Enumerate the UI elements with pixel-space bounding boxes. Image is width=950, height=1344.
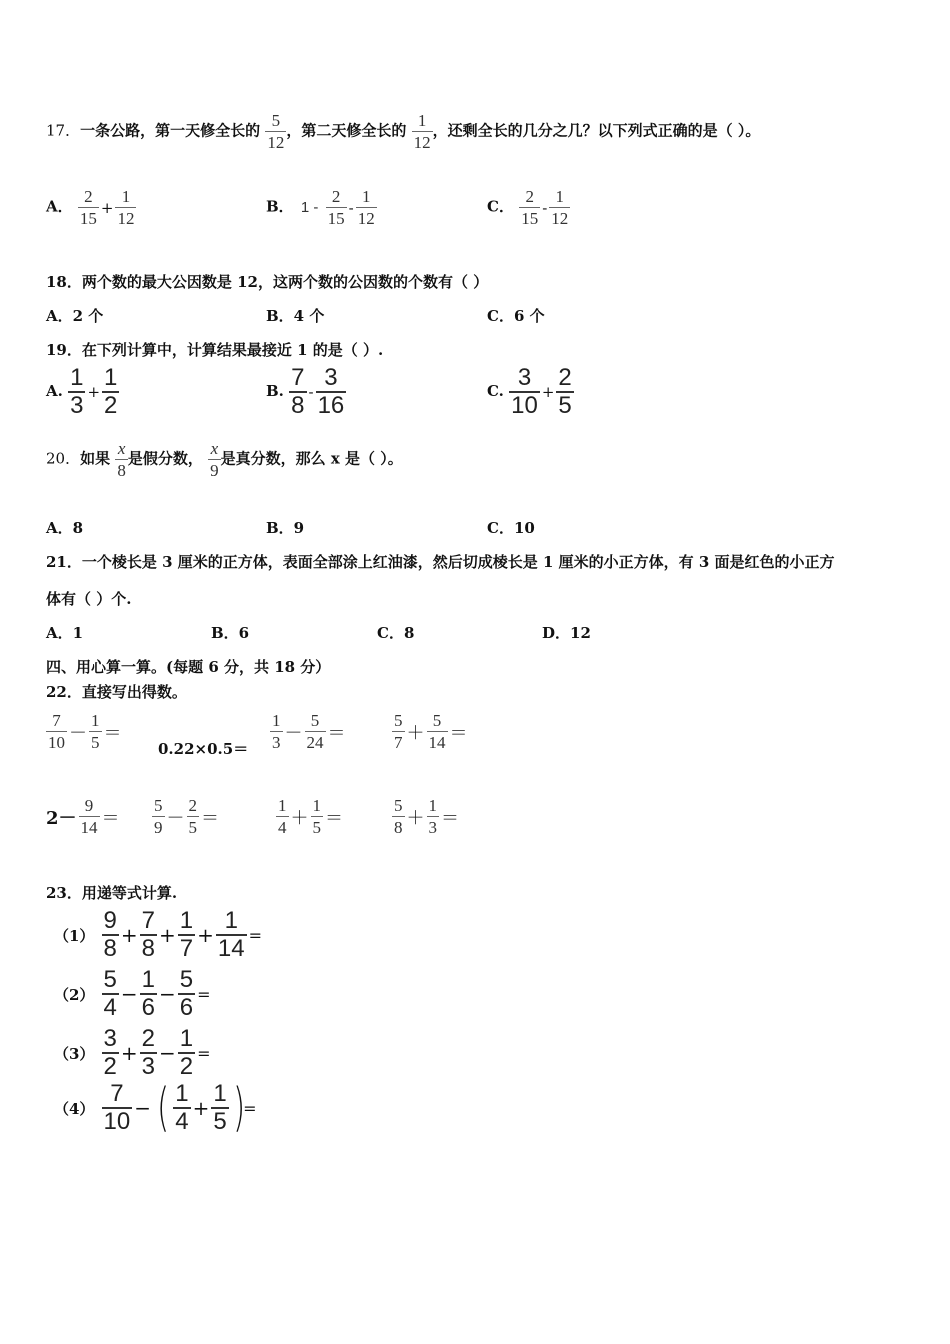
fraction xyxy=(140,1027,157,1079)
option-b[interactable]: B．4 个 xyxy=(266,307,325,325)
option-b[interactable] xyxy=(266,188,377,227)
numerator: 5 xyxy=(305,712,326,732)
denominator: 24 xyxy=(306,733,324,752)
question-20 xyxy=(46,440,403,479)
numerator: 2 xyxy=(326,188,347,208)
numerator: 7 xyxy=(141,907,156,934)
denominator: 10 xyxy=(511,392,538,419)
fraction xyxy=(178,968,195,1020)
option-c[interactable]: C．6 个 xyxy=(487,307,545,325)
operator: + xyxy=(197,923,214,947)
denominator: 15 xyxy=(327,209,345,228)
denominator: 15 xyxy=(521,209,539,228)
denominator: 5 xyxy=(558,392,572,419)
option-a[interactable]: A．8 xyxy=(46,519,84,537)
calc-item xyxy=(270,712,348,751)
option-a[interactable] xyxy=(46,188,136,227)
operator: + xyxy=(120,1041,138,1065)
question-text: 是假分数， xyxy=(127,449,203,468)
fraction xyxy=(173,1082,190,1134)
denominator: 3 xyxy=(70,392,84,419)
operator: ＋ xyxy=(290,807,309,829)
fraction xyxy=(152,797,165,836)
question-text: 如果 xyxy=(80,449,111,468)
numerator: 5 xyxy=(394,796,403,815)
denominator: 10 xyxy=(103,1108,131,1135)
question-number: 20． xyxy=(46,449,81,468)
operator: − xyxy=(134,1096,151,1120)
denominator: 12 xyxy=(267,133,285,152)
denominator: 5 xyxy=(91,733,100,752)
numerator: 1 xyxy=(356,188,377,208)
fraction xyxy=(68,366,85,418)
equals: ＝ xyxy=(103,722,122,744)
fraction xyxy=(102,366,119,418)
fraction xyxy=(427,797,440,836)
numerator: 3 xyxy=(316,366,347,393)
equals: ＝ xyxy=(441,807,459,829)
option-label: B. xyxy=(266,382,284,400)
denominator: 14 xyxy=(80,818,98,837)
option-b[interactable] xyxy=(266,366,346,418)
numerator: 2 xyxy=(78,188,99,208)
fraction xyxy=(208,440,221,479)
operator: + xyxy=(541,383,555,401)
question-19: 19．在下列计算中，计算结果最接近 1 的是（ ）. xyxy=(46,341,384,359)
numerator: 1 xyxy=(104,364,118,391)
numerator: x xyxy=(208,440,221,460)
fraction xyxy=(276,797,289,836)
numerator: 2 xyxy=(558,364,572,391)
numerator: 1 xyxy=(412,112,433,132)
fraction xyxy=(427,712,448,751)
prefix: 1 - xyxy=(300,199,319,216)
equals: = xyxy=(243,1098,257,1118)
close-parenthesis: ) xyxy=(232,1078,246,1138)
denominator: 8 xyxy=(291,392,305,419)
denominator: 8 xyxy=(394,818,403,837)
numerator: 5 xyxy=(427,712,448,732)
numerator: 1 xyxy=(179,1025,194,1052)
fraction xyxy=(178,909,195,961)
calc-item-1 xyxy=(52,909,264,961)
numerator: 2 xyxy=(141,1025,156,1052)
fraction xyxy=(178,1027,195,1079)
denominator: 5 xyxy=(188,818,197,837)
denominator: 2 xyxy=(179,1053,194,1080)
operator: + xyxy=(87,383,101,401)
numerator: 1 xyxy=(272,711,281,730)
fraction xyxy=(556,366,573,418)
numerator: 1 xyxy=(115,188,136,208)
denominator: 9 xyxy=(154,818,163,837)
option-a[interactable]: A．2 个 xyxy=(46,307,104,325)
option-label: B． xyxy=(266,197,294,216)
denominator: 5 xyxy=(312,818,321,837)
calc-item-2 xyxy=(52,968,213,1020)
operator: - xyxy=(308,383,314,401)
denominator: 16 xyxy=(317,392,345,419)
operator: + xyxy=(192,1096,210,1120)
numerator: 1 xyxy=(91,711,100,730)
operator: - xyxy=(542,198,548,217)
fraction xyxy=(509,366,540,418)
numerator: 1 xyxy=(428,796,437,815)
fraction xyxy=(140,909,157,961)
fraction xyxy=(216,909,247,961)
numerator: 5 xyxy=(103,966,117,993)
equals: ＝ xyxy=(325,807,343,829)
operator: － xyxy=(166,807,185,829)
operator: − xyxy=(159,982,176,1006)
denominator: 12 xyxy=(551,209,569,228)
fraction xyxy=(326,188,347,227)
option-c[interactable] xyxy=(487,188,570,227)
numerator: x xyxy=(115,440,128,460)
operator: － xyxy=(284,722,303,744)
option-label: A． xyxy=(46,197,73,216)
option-d[interactable]: D．12 xyxy=(542,624,591,642)
denominator: 9 xyxy=(210,461,219,480)
operator: － xyxy=(69,722,87,744)
calc-item xyxy=(46,712,124,751)
denominator: 12 xyxy=(413,133,431,152)
numerator: 1 xyxy=(179,907,194,934)
question-number: 17． xyxy=(46,121,81,140)
numerator: 5 xyxy=(394,711,403,730)
fraction xyxy=(519,188,540,227)
fraction xyxy=(187,797,200,836)
option-label: A. xyxy=(46,382,63,400)
option-label: C. xyxy=(487,382,504,400)
calc-item xyxy=(152,797,221,836)
numerator: 1 xyxy=(549,188,570,208)
numerator: 5 xyxy=(179,966,194,993)
denominator: 15 xyxy=(79,209,97,228)
denominator: 6 xyxy=(141,994,156,1021)
calc-item xyxy=(392,797,461,836)
numerator: 1 xyxy=(312,796,321,815)
denominator: 8 xyxy=(141,935,156,962)
section-heading: 四、用心算一算。(每题 6 分，共 18 分） xyxy=(46,658,331,676)
numerator: 1 xyxy=(216,909,247,936)
fraction xyxy=(265,112,286,151)
fraction xyxy=(102,1027,119,1079)
equals: = xyxy=(197,984,211,1004)
operator: + xyxy=(120,923,138,947)
denominator: 2 xyxy=(103,1053,117,1080)
denominator: 12 xyxy=(117,209,135,228)
operator: − xyxy=(120,982,138,1006)
denominator: 2 xyxy=(104,392,118,419)
denominator: 4 xyxy=(103,994,117,1021)
numerator: 3 xyxy=(509,366,540,393)
equals: ＝ xyxy=(327,722,346,744)
question-21-line1: 21．一个棱长是 3 厘米的正方体，表面全部涂上红油漆，然后切成棱长是 1 厘米的小正方体，有 3 面是红色的小正方 xyxy=(46,553,835,571)
denominator: 14 xyxy=(428,733,446,752)
calc-item xyxy=(392,712,470,751)
denominator: 3 xyxy=(428,818,437,837)
numerator: 2 xyxy=(188,796,197,815)
calc-item-4 xyxy=(52,1078,258,1138)
fraction xyxy=(115,188,136,227)
numerator: 1 xyxy=(70,364,84,391)
denominator: 7 xyxy=(394,733,403,752)
numerator: 1 xyxy=(141,966,156,993)
option-c[interactable]: C．8 xyxy=(377,624,415,642)
fraction xyxy=(549,188,570,227)
question-text: 是真分数，那么 x 是（ ）。 xyxy=(220,449,403,468)
denominator: 14 xyxy=(217,935,245,962)
fraction xyxy=(89,712,102,751)
question-text: ，第二天修全长的 xyxy=(286,121,407,140)
option-b[interactable]: B．6 xyxy=(211,624,250,642)
numerator: 5 xyxy=(265,112,286,132)
calc-item: 0.22×0.5＝ xyxy=(158,740,249,758)
numerator: 7 xyxy=(291,364,305,391)
numerator: 9 xyxy=(79,797,100,817)
operator: + xyxy=(100,198,114,217)
numerator: 5 xyxy=(154,796,163,815)
calc-item xyxy=(46,797,122,836)
numerator: 1 xyxy=(278,796,287,815)
denominator: 3 xyxy=(141,1053,156,1080)
numerator: 3 xyxy=(103,1025,117,1052)
denominator: 6 xyxy=(179,994,194,1021)
question-17 xyxy=(46,112,760,151)
equals: ＝ xyxy=(449,722,468,744)
item-label: （1） xyxy=(54,926,95,945)
item-label: （4） xyxy=(54,1099,95,1118)
operator: ＋ xyxy=(406,722,425,744)
item-label: （2） xyxy=(54,985,95,1004)
numerator: 1 xyxy=(175,1080,189,1107)
fraction xyxy=(102,1082,133,1134)
denominator: 5 xyxy=(213,1108,227,1135)
equals: = xyxy=(248,925,263,945)
equals: ＝ xyxy=(201,807,219,829)
fraction xyxy=(115,440,128,479)
fraction xyxy=(78,188,99,227)
denominator: 4 xyxy=(278,818,287,837)
question-21-line2: 体有（ ）个. xyxy=(46,590,132,608)
fraction xyxy=(79,797,100,836)
question-22: 22．直接写出得数。 xyxy=(46,683,187,701)
numerator: 2 xyxy=(519,188,540,208)
question-18: 18．两个数的最大公因数是 12，这两个数的公因数的个数有（ ） xyxy=(46,273,489,291)
numerator: 7 xyxy=(102,1082,133,1109)
prefix: 2－ xyxy=(46,807,77,829)
option-b[interactable]: B．9 xyxy=(266,519,305,537)
calc-item-3 xyxy=(52,1027,213,1079)
fraction xyxy=(140,968,157,1020)
question-text: 一条公路，第一天修全长的 xyxy=(80,121,261,140)
equals: ＝ xyxy=(101,807,120,829)
operator: - xyxy=(348,198,354,217)
fraction xyxy=(102,968,119,1020)
open-parenthesis: ( xyxy=(157,1078,170,1138)
question-text: ，还剩全长的几分之几？以下列式正确的是（ ）。 xyxy=(432,121,761,140)
denominator: 3 xyxy=(272,733,281,752)
fraction xyxy=(311,797,324,836)
option-c[interactable] xyxy=(487,366,574,418)
fraction xyxy=(392,797,405,836)
equals: = xyxy=(197,1043,211,1063)
question-23: 23．用递等式计算. xyxy=(46,884,178,902)
denominator: 12 xyxy=(357,209,375,228)
option-c[interactable]: C．10 xyxy=(487,519,535,537)
denominator: 7 xyxy=(179,935,194,962)
item-label: （3） xyxy=(54,1044,95,1063)
fraction xyxy=(412,112,433,151)
fraction xyxy=(102,909,119,961)
fraction xyxy=(305,712,326,751)
numerator: 9 xyxy=(103,907,117,934)
fraction xyxy=(211,1082,228,1134)
operator: ＋ xyxy=(406,807,425,829)
denominator: 4 xyxy=(175,1108,189,1135)
fraction xyxy=(356,188,377,227)
denominator: 10 xyxy=(48,733,65,752)
numerator: 7 xyxy=(46,712,67,732)
fraction xyxy=(316,366,347,418)
fraction xyxy=(270,712,283,751)
calc-item xyxy=(276,797,345,836)
numerator: 1 xyxy=(213,1080,227,1107)
operator: + xyxy=(159,923,176,947)
option-label: C． xyxy=(487,197,514,216)
denominator: 8 xyxy=(117,461,126,480)
option-a[interactable]: A．1 xyxy=(46,624,84,642)
fraction xyxy=(392,712,405,751)
denominator: 8 xyxy=(103,935,117,962)
operator: − xyxy=(159,1041,176,1065)
fraction xyxy=(46,712,67,751)
option-a[interactable] xyxy=(46,366,119,418)
fraction xyxy=(289,366,306,418)
